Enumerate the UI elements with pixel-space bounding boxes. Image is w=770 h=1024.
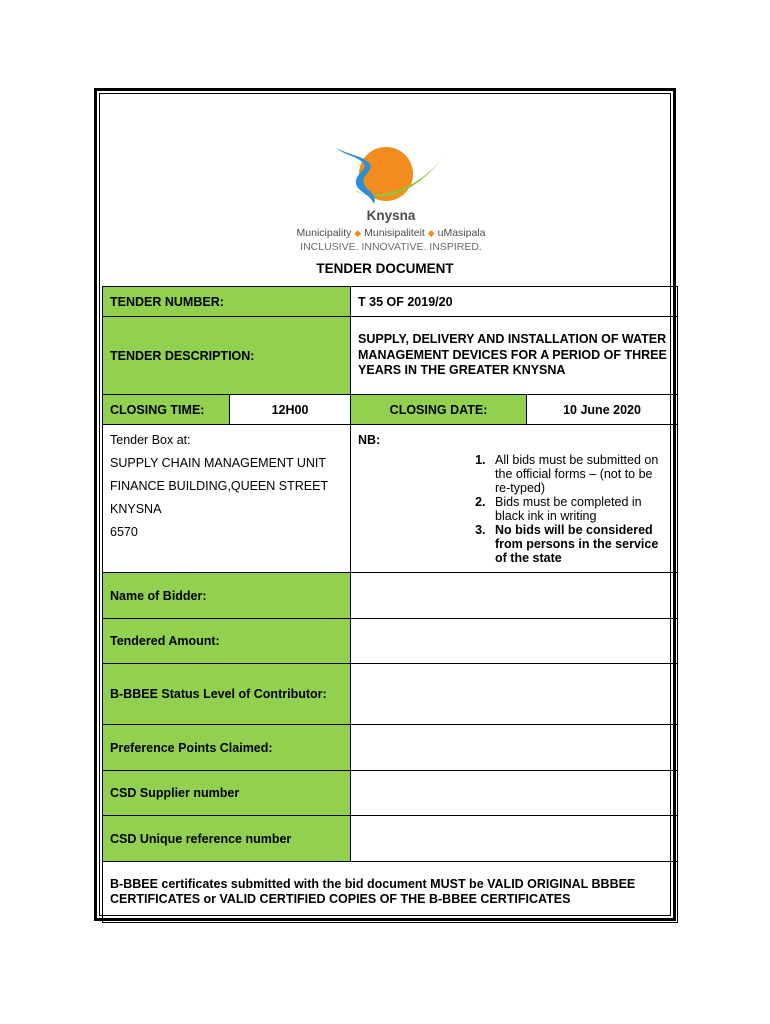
bbbee-level-label: B-BBEE Status Level of Contributor: (103, 664, 351, 725)
bbbee-level-row (103, 664, 678, 725)
logo-subtitle (271, 227, 511, 239)
knysna-emblem-icon (334, 146, 448, 208)
tender-box-line: FINANCE BUILDING,QUEEN STREET (110, 479, 329, 493)
tender-box-line: KNYSNA (110, 502, 162, 516)
closing-date-label: CLOSING DATE: (351, 395, 527, 425)
tender-number-value: T 35 OF 2019/20 (351, 287, 678, 317)
bullet-icon: ◆ (427, 228, 435, 238)
logo-sub-municipality: Municipality (296, 227, 352, 239)
nb-heading: NB: (358, 433, 381, 447)
tender-description-value: SUPPLY, DELIVERY AND INSTALLATION OF WATER MANAGEMENT DEVICES FOR A PERIOD OF THREE YEARS IN THE GREATER KNYSNA (351, 317, 678, 395)
tendered-amount-label: Tendered Amount: (103, 619, 351, 664)
closing-time-label: CLOSING TIME: (103, 395, 230, 425)
document-title: TENDER DOCUMENT (316, 261, 454, 276)
knysna-logo (271, 146, 511, 256)
tender-info-table (102, 286, 678, 923)
preference-points-field[interactable] (351, 725, 678, 771)
bbbee-level-field[interactable] (351, 664, 678, 725)
tender-description-row (103, 317, 678, 395)
bidder-name-row (103, 573, 678, 619)
inner-border (99, 93, 671, 916)
bidder-name-label: Name of Bidder: (103, 573, 351, 619)
tender-number-row (103, 287, 678, 317)
csd-reference-row (103, 816, 678, 862)
tender-box-nb-row (103, 425, 678, 573)
closing-row (103, 395, 678, 425)
tender-document-page (94, 88, 676, 921)
tender-box-cell (103, 425, 351, 573)
tendered-amount-field[interactable] (351, 619, 678, 664)
closing-date-value: 10 June 2020 (527, 395, 678, 425)
tender-box-line: 6570 (110, 525, 138, 539)
csd-supplier-label: CSD Supplier number (103, 771, 351, 816)
csd-reference-label: CSD Unique reference number (103, 816, 351, 862)
nb-item: 3. No bids will be considered from persons in the service of the state (489, 523, 670, 565)
nb-list (358, 453, 670, 565)
footer-note-row (103, 862, 678, 923)
bidder-name-field[interactable] (351, 573, 678, 619)
tender-box-heading: Tender Box at: (110, 433, 191, 447)
logo-sub-munisipaliteit: Munisipaliteit (364, 227, 425, 239)
preference-points-label: Preference Points Claimed: (103, 725, 351, 771)
tender-box-line: SUPPLY CHAIN MANAGEMENT UNIT (110, 456, 327, 470)
nb-cell (351, 425, 678, 573)
csd-supplier-field[interactable] (351, 771, 678, 816)
csd-reference-field[interactable] (351, 816, 678, 862)
preference-points-row (103, 725, 678, 771)
footer-note: B-BBEE certificates submitted with the bid document MUST be VALID ORIGINAL BBBEE CERTIFICATES or VALID CERTIFIED COPIES OF THE B-BBEE CERTIFICATES (103, 862, 678, 923)
logo-name: Knysna (366, 208, 416, 223)
logo-sub-umasipala: uMasipala (437, 227, 486, 239)
nb-item: 2. Bids must be completed in black ink in writing (489, 495, 670, 523)
closing-time-value: 12H00 (230, 395, 351, 425)
tender-description-label: TENDER DESCRIPTION: (103, 317, 351, 395)
tender-number-label: TENDER NUMBER: (103, 287, 351, 317)
logo-tagline: INCLUSIVE. INNOVATIVE. INSPIRED. (300, 241, 482, 253)
tendered-amount-row (103, 619, 678, 664)
bullet-icon: ◆ (354, 228, 362, 238)
nb-item: 1. All bids must be submitted on the official forms – (not to be re-typed) (489, 453, 670, 495)
csd-supplier-row (103, 771, 678, 816)
